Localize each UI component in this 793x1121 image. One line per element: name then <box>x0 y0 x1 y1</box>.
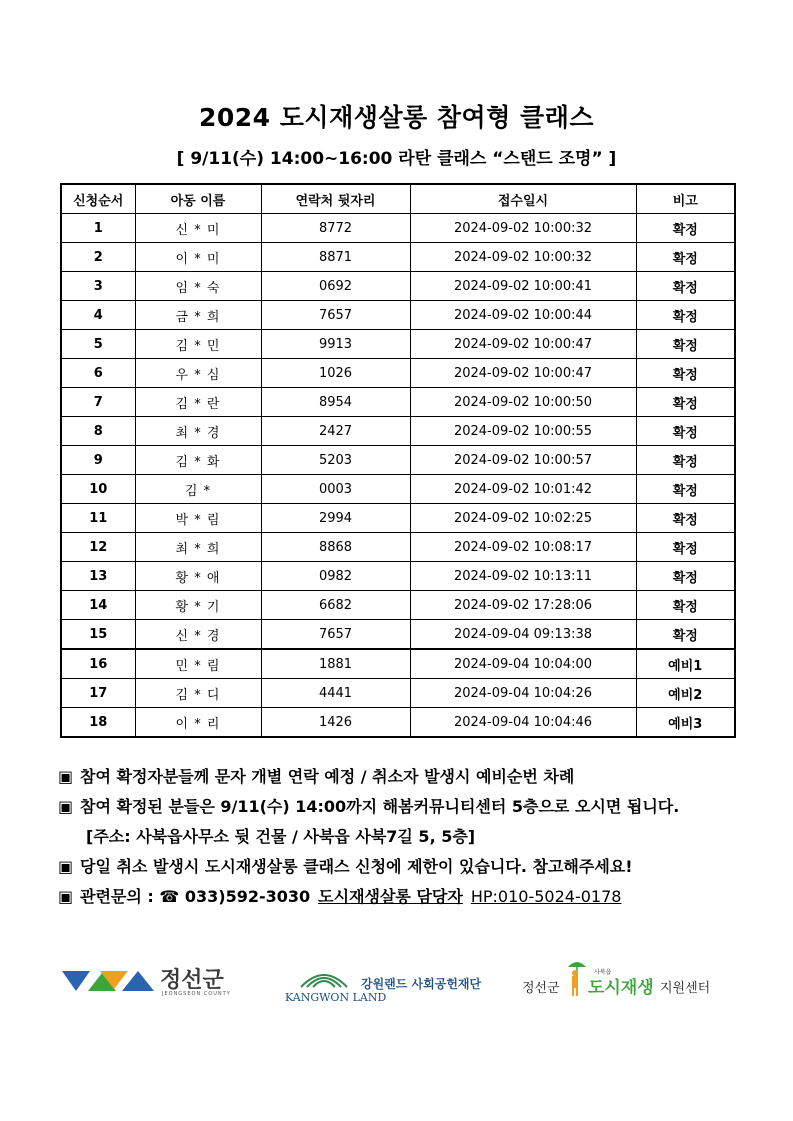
cell-datetime: 2024-09-02 10:01:42 <box>410 475 636 504</box>
page-title: 2024 도시재생살롱 참여형 클래스 <box>199 103 594 132</box>
table-header-row <box>61 184 735 214</box>
header-order: 신청순서 <box>61 184 135 214</box>
cell-datetime: 2024-09-04 09:13:38 <box>410 620 636 650</box>
cell-datetime: 2024-09-02 10:08:17 <box>410 533 636 562</box>
cell-note: 확정 <box>636 388 735 417</box>
contact-person: 도시재생살롱 담당자 <box>318 887 463 906</box>
table-row <box>61 591 735 620</box>
cell-phone: 0982 <box>261 562 410 591</box>
cell-note: 확정 <box>636 214 735 243</box>
table-row <box>61 446 735 475</box>
cell-order: 12 <box>61 533 135 562</box>
cell-name: 최 * 희 <box>135 533 261 562</box>
cell-note: 확정 <box>636 446 735 475</box>
cell-note: 확정 <box>636 330 735 359</box>
cell-name: 김 * <box>135 475 261 504</box>
page-subtitle: [ 9/11(수) 14:00~16:00 라탄 클래스 “스탠드 조명” ] <box>176 149 617 169</box>
cell-note: 확정 <box>636 620 735 650</box>
cell-name: 김 * 디 <box>135 679 261 708</box>
cell-order: 1 <box>61 214 135 243</box>
cell-datetime: 2024-09-02 10:00:50 <box>410 388 636 417</box>
cell-order: 3 <box>61 272 135 301</box>
cell-phone: 1426 <box>261 708 410 738</box>
table-row <box>61 388 735 417</box>
cell-datetime: 2024-09-02 10:00:32 <box>410 243 636 272</box>
cell-phone: 0003 <box>261 475 410 504</box>
cell-phone: 4441 <box>261 679 410 708</box>
cell-phone: 2994 <box>261 504 410 533</box>
cell-name: 김 * 란 <box>135 388 261 417</box>
cell-name: 김 * 민 <box>135 330 261 359</box>
bullet-square-icon: ▣ <box>58 797 74 816</box>
kangwon-land-logo: KANGWON LAND 강원랜드 사회공헌재단 <box>285 961 485 1011</box>
notice-line: ▣ 참여 확정된 분들은 9/11(수) 14:00까지 해봄커뮤니티센터 5층으로 오시면 됩니다. <box>58 792 758 822</box>
person-umbrella-icon <box>566 957 588 997</box>
cell-datetime: 2024-09-04 10:04:00 <box>410 649 636 679</box>
cell-datetime: 2024-09-02 10:00:47 <box>410 330 636 359</box>
jeongseon-county-logo: 정선군 JEONGSEON COUNTY <box>62 963 232 1003</box>
cell-note: 확정 <box>636 272 735 301</box>
cell-datetime: 2024-09-02 17:28:06 <box>410 591 636 620</box>
cell-note: 확정 <box>636 591 735 620</box>
cell-note: 확정 <box>636 359 735 388</box>
cell-name: 이 * 미 <box>135 243 261 272</box>
footer-logos <box>0 955 793 1015</box>
bullet-square-icon: ▣ <box>58 887 74 906</box>
cell-order: 14 <box>61 591 135 620</box>
cell-phone: 0692 <box>261 272 410 301</box>
cell-note: 예비1 <box>636 649 735 679</box>
cell-note: 확정 <box>636 243 735 272</box>
notice-section <box>58 762 758 912</box>
wave-logo-icon <box>299 961 349 991</box>
cell-name: 신 * 경 <box>135 620 261 650</box>
bullet-square-icon: ▣ <box>58 857 74 876</box>
cell-order: 2 <box>61 243 135 272</box>
cell-datetime: 2024-09-02 10:00:47 <box>410 359 636 388</box>
cell-note: 예비3 <box>636 708 735 738</box>
cell-name: 신 * 미 <box>135 214 261 243</box>
cell-note: 확정 <box>636 504 735 533</box>
notice-line: ▣ 참여 확정자분들께 문자 개별 연락 예정 / 취소자 발생시 예비순번 차례 <box>58 762 758 792</box>
cell-name: 김 * 화 <box>135 446 261 475</box>
cell-note: 확정 <box>636 475 735 504</box>
urban-regeneration-center-logo: 정선군 사북읍 도시재생 지원센터 <box>522 957 722 1007</box>
cell-datetime: 2024-09-04 10:04:46 <box>410 708 636 738</box>
table-row <box>61 243 735 272</box>
header-datetime: 접수일시 <box>410 184 636 214</box>
cell-order: 10 <box>61 475 135 504</box>
cell-order: 18 <box>61 708 135 738</box>
cell-order: 15 <box>61 620 135 650</box>
cell-phone: 1026 <box>261 359 410 388</box>
cell-datetime: 2024-09-02 10:02:25 <box>410 504 636 533</box>
cell-phone: 5203 <box>261 446 410 475</box>
cell-order: 6 <box>61 359 135 388</box>
contact-line <box>58 882 758 912</box>
table-row <box>61 533 735 562</box>
cell-datetime: 2024-09-02 10:13:11 <box>410 562 636 591</box>
table-row <box>61 708 735 738</box>
table-row <box>61 504 735 533</box>
cell-name: 황 * 애 <box>135 562 261 591</box>
table-row <box>61 475 735 504</box>
cell-name: 임 * 숙 <box>135 272 261 301</box>
cell-order: 16 <box>61 649 135 679</box>
cell-datetime: 2024-09-02 10:00:44 <box>410 301 636 330</box>
cell-note: 예비2 <box>636 679 735 708</box>
contact-hp: HP:010-5024-0178 <box>470 887 622 906</box>
cell-name: 황 * 기 <box>135 591 261 620</box>
table-row <box>61 301 735 330</box>
cell-datetime: 2024-09-02 10:00:41 <box>410 272 636 301</box>
cell-note: 확정 <box>636 301 735 330</box>
cell-order: 4 <box>61 301 135 330</box>
table-row <box>61 649 735 679</box>
cell-note: 확정 <box>636 417 735 446</box>
cell-phone: 8772 <box>261 214 410 243</box>
cell-datetime: 2024-09-02 10:00:32 <box>410 214 636 243</box>
table-row <box>61 214 735 243</box>
cell-phone: 1881 <box>261 649 410 679</box>
cell-phone: 9913 <box>261 330 410 359</box>
cell-name: 민 * 림 <box>135 649 261 679</box>
table-row <box>61 417 735 446</box>
mountain-logo-icon <box>62 967 154 995</box>
table-row <box>61 359 735 388</box>
table-row <box>61 330 735 359</box>
cell-order: 8 <box>61 417 135 446</box>
cell-order: 7 <box>61 388 135 417</box>
cell-note: 확정 <box>636 562 735 591</box>
header-note: 비고 <box>636 184 735 214</box>
cell-phone: 8868 <box>261 533 410 562</box>
cell-datetime: 2024-09-02 10:00:55 <box>410 417 636 446</box>
cell-name: 박 * 림 <box>135 504 261 533</box>
cell-datetime: 2024-09-04 10:04:26 <box>410 679 636 708</box>
participant-table <box>60 183 736 738</box>
cell-name: 금 * 희 <box>135 301 261 330</box>
cell-order: 5 <box>61 330 135 359</box>
bullet-square-icon: ▣ <box>58 767 74 786</box>
header-name: 아동 이름 <box>135 184 261 214</box>
cell-order: 9 <box>61 446 135 475</box>
cell-phone: 8871 <box>261 243 410 272</box>
cell-datetime: 2024-09-02 10:00:57 <box>410 446 636 475</box>
cell-phone: 2427 <box>261 417 410 446</box>
cell-order: 13 <box>61 562 135 591</box>
table-row <box>61 620 735 650</box>
table-row <box>61 272 735 301</box>
cell-phone: 6682 <box>261 591 410 620</box>
cell-name: 최 * 경 <box>135 417 261 446</box>
cell-order: 17 <box>61 679 135 708</box>
contact-label: 관련문의 : ☎ 033)592-3030 <box>80 887 311 906</box>
header-phone: 연락처 뒷자리 <box>261 184 410 214</box>
cell-phone: 7657 <box>261 301 410 330</box>
cell-name: 우 * 심 <box>135 359 261 388</box>
cell-phone: 7657 <box>261 620 410 650</box>
address-line: [주소: 사북읍사무소 뒷 건물 / 사북읍 사북7길 5, 5층] <box>86 827 476 846</box>
table-row <box>61 562 735 591</box>
table-row <box>61 679 735 708</box>
cell-phone: 8954 <box>261 388 410 417</box>
notice-line: ▣ 당일 취소 발생시 도시재생살롱 클래스 신청에 제한이 있습니다. 참고해주세요! <box>58 852 758 882</box>
cell-note: 확정 <box>636 533 735 562</box>
cell-name: 이 * 리 <box>135 708 261 738</box>
cell-order: 11 <box>61 504 135 533</box>
